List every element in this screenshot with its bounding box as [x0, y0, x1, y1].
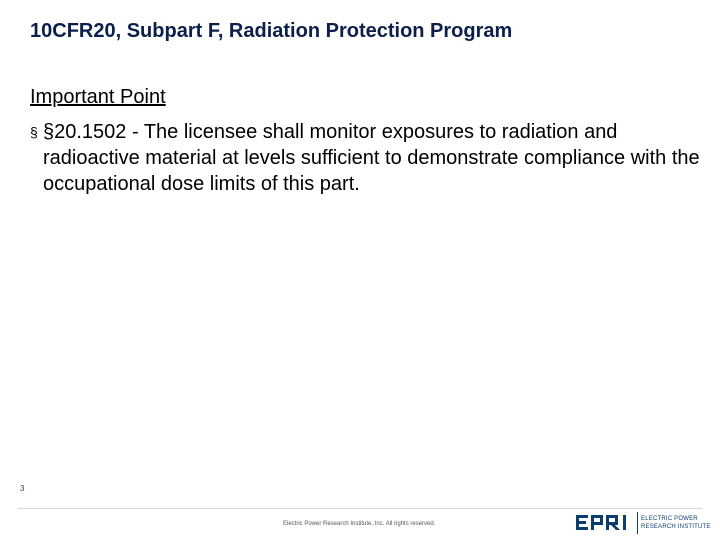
page-number: 3 [20, 484, 25, 493]
copyright-notice: Electric Power Research Institute, Inc. All rights reserved. [283, 521, 436, 527]
bullet-marker-icon: § [30, 124, 38, 140]
bullet-item [30, 119, 700, 197]
slide-title: 10CFR20, Subpart F, Radiation Protection Program [30, 20, 513, 42]
epri-wordmark-icon [576, 515, 634, 530]
logo-text-line1: ELECTRIC POWER [641, 516, 698, 522]
epri-logo [576, 512, 711, 534]
footer-divider [18, 508, 702, 509]
section-heading: Important Point [30, 86, 166, 108]
bullet-text: §20.1502 - The licensee shall monitor exposures to radiation and radioactive material at levels sufficient to demonstrate compliance with the occupational dose limits of this part. [43, 121, 700, 195]
logo-divider [637, 512, 638, 534]
logo-text-line2: RESEARCH INSTITUTE [641, 524, 711, 530]
